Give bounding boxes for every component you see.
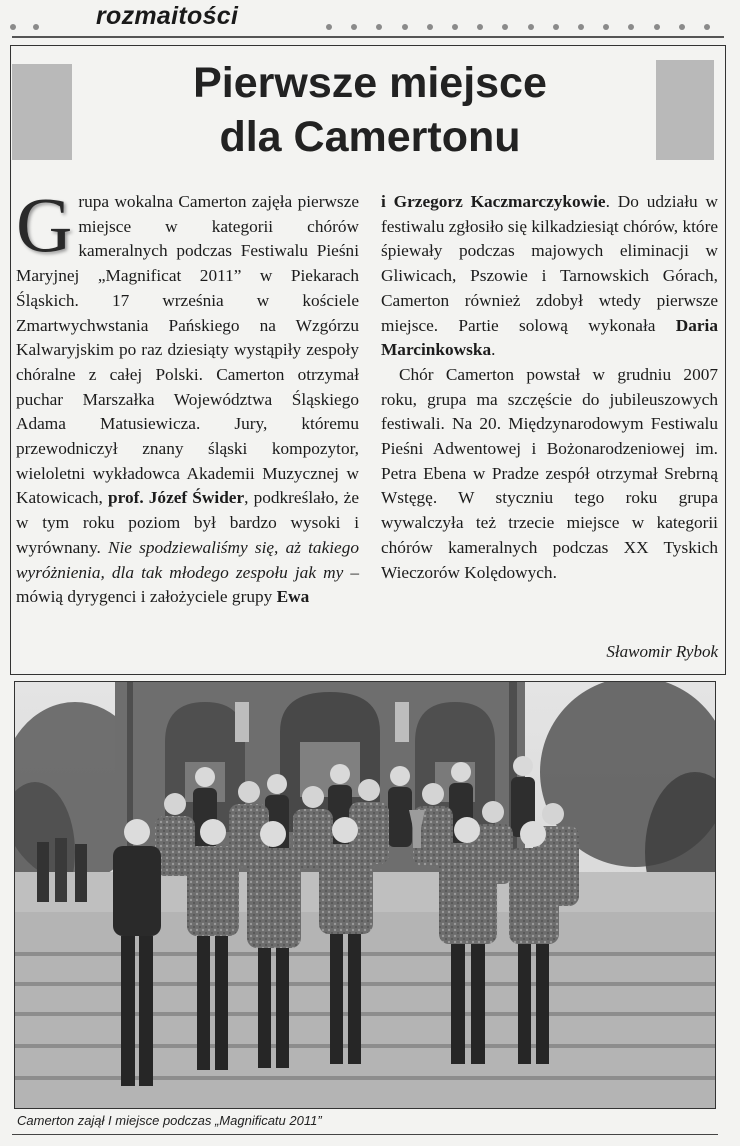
title-line-2: dla Camertonu	[219, 113, 521, 161]
photo-illustration	[15, 682, 715, 1108]
title-decor-left	[12, 64, 72, 160]
drop-cap: G	[16, 181, 73, 268]
header-dot	[452, 24, 458, 30]
header-dot	[679, 24, 685, 30]
page-header	[0, 0, 740, 38]
header-dot	[528, 24, 534, 30]
header-dot	[628, 24, 634, 30]
header-dot	[502, 24, 508, 30]
bold-name: Ewa	[276, 587, 310, 607]
group-photo	[14, 681, 716, 1109]
header-dot	[654, 24, 660, 30]
header-dot	[704, 24, 710, 30]
article-title	[100, 56, 640, 164]
text-run: . Do udziału w festiwalu zgłosiło się kilkadziesiąt chórów, które śpiewały podczas majowych eliminacji w Gliwicach, Pszowie i Tarnowskich Górach, Camerton również zdobył wtedy pierwsze miejsce. Partie solową wykonała	[381, 192, 718, 335]
stone-steps	[15, 912, 715, 1108]
text-run: , podkreślało, że w tym roku poziom był bardzo wysoki i wyrównany.	[16, 488, 360, 557]
bold-name: Daria Marcinkowska	[381, 315, 718, 360]
article-column-1	[16, 181, 360, 610]
header-dot	[376, 24, 382, 30]
author-byline: Sławomir Rybok	[606, 642, 718, 661]
header-dot	[553, 24, 559, 30]
section-title: rozmaitości	[96, 2, 239, 30]
header-dot	[402, 24, 408, 30]
header-dot	[351, 24, 357, 30]
text-run: – mówią dyrygenci i założyciele grupy	[16, 562, 359, 607]
header-rule	[12, 36, 724, 38]
header-dot	[578, 24, 584, 30]
header-dot	[603, 24, 609, 30]
bold-name: prof. Józef Świder	[107, 488, 245, 508]
header-dot	[477, 24, 483, 30]
article-column-2	[381, 190, 718, 585]
header-dot	[427, 24, 433, 30]
paragraph	[381, 190, 718, 363]
quote: Nie spodziewaliśmy się, aż takiego wyróżnienia, dla tak młodego zespołu jak my	[16, 537, 359, 582]
bold-name: i Grzegorz Kaczmarczykowie	[381, 192, 606, 211]
header-dot	[10, 24, 16, 30]
photo-caption: Camerton zajął I miejsce podczas „Magnificatu 2011”	[17, 1113, 322, 1128]
text-run: rupa wokalna Camerton zajęła pierwsze miejsce w kategorii chórów kameralnych podczas Festiwalu Pieśni Maryjnej „Magnificat 2011” w Piekarach Śląskich. 17 września w kościele Zmartwychwstania Pańskiego na Wzgórzu Kalwaryjskim po raz dziesiąty wystąpiły zespoły chóralne z całej Polski. Camerton otrzymał puchar Marszałka Województwa Śląskiego Adama Matusiewicza. Jury, któremu przewodniczył znany śląski kompozytor, wieloletni wykładowca Akademii Muzycznej w Katowicach,	[16, 192, 359, 508]
text-run: .	[491, 340, 496, 360]
footer-rule	[12, 1134, 718, 1135]
paragraph: Chór Camerton powstał w grudniu 2007 roku, grupa ma szczęście do jubileuszowych festiwali. Na 20. Międzynarodowym Festiwalu Pieśni Adwentowej i Bożonarodzeniowej im. Petra Ebena w Pradze zespół otrzymał Srebrną Wstęgę. W styczniu tego roku grupa wywalczyła też trzecie miejsce w kategorii chórów kameralnych podczas XX Tyskich Wieczorów Kolędowych.	[381, 364, 718, 582]
header-dot	[33, 24, 39, 30]
title-decor-right	[656, 60, 714, 160]
title-line-1: Pierwsze miejsce	[193, 59, 547, 107]
background-visitors	[37, 838, 87, 902]
paragraph	[16, 181, 360, 610]
header-dot	[326, 24, 332, 30]
